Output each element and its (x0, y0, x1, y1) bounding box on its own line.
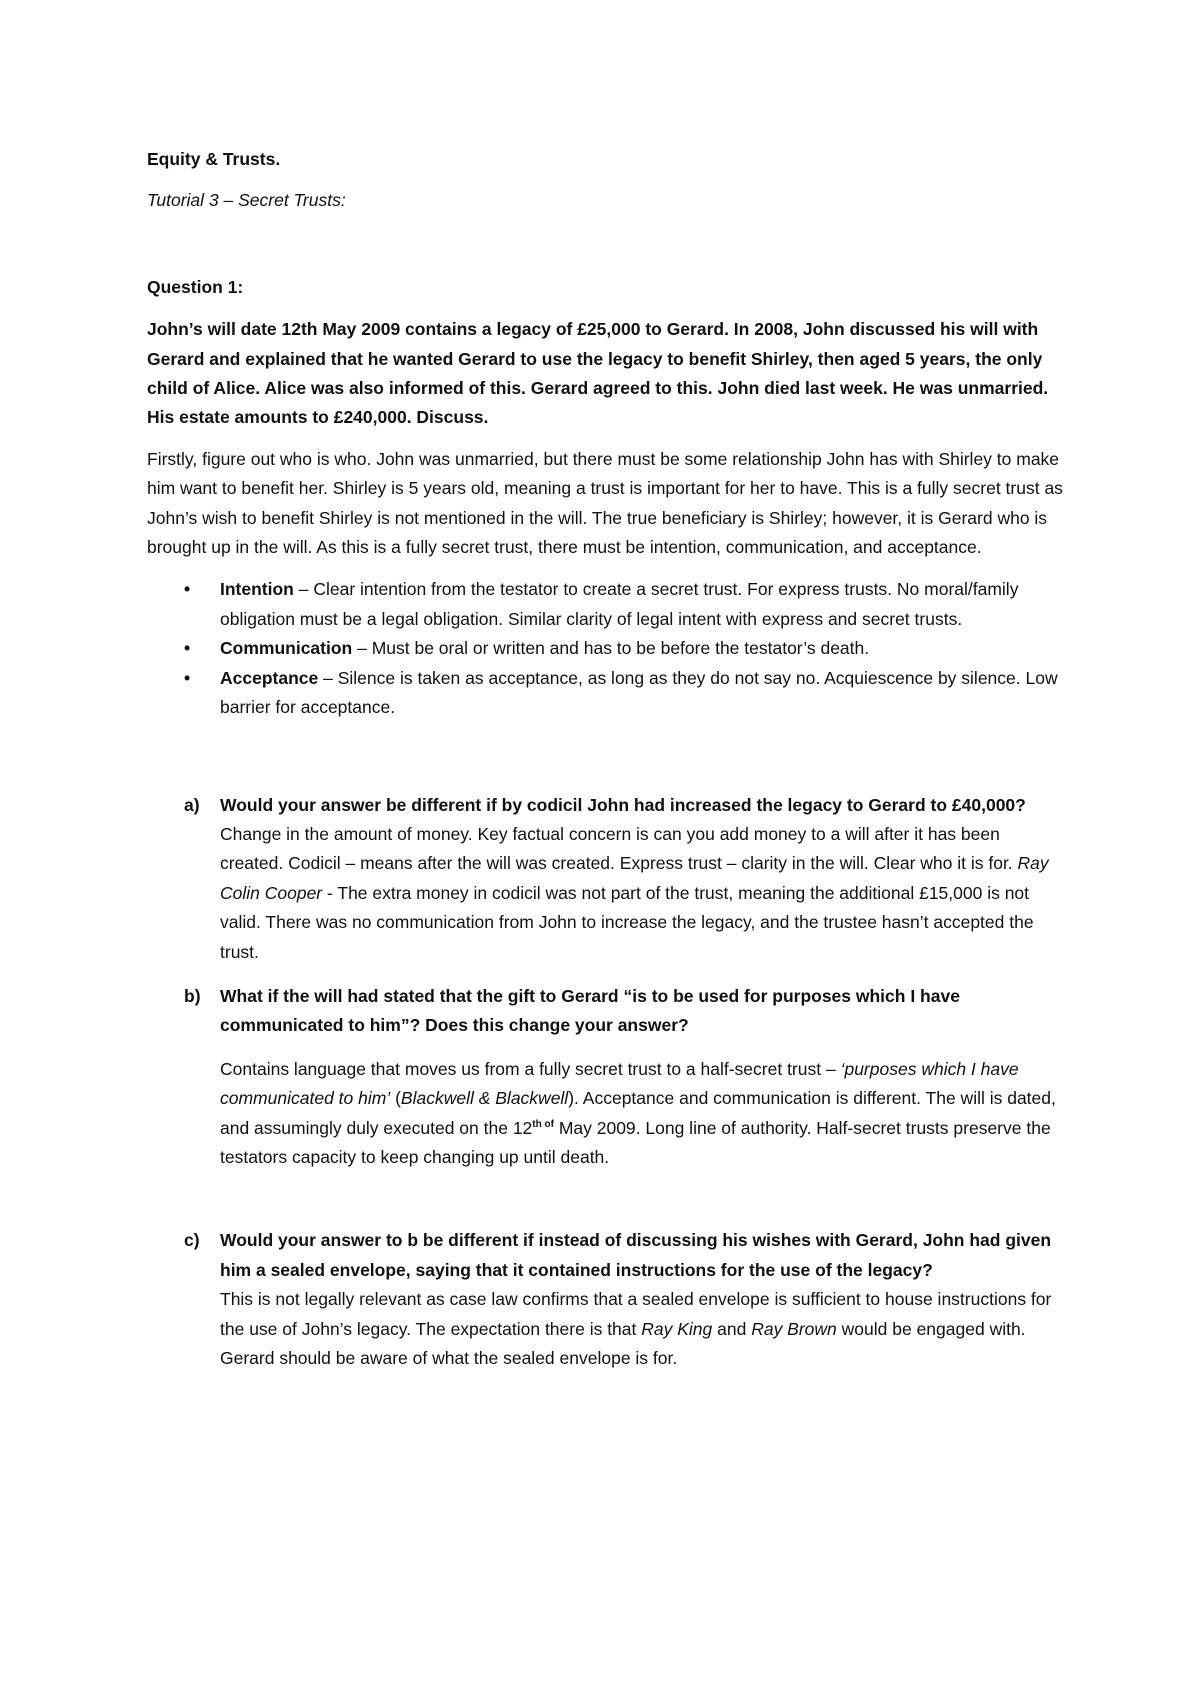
answer-text: would be engaged with. Gerard should be aware of what the sealed envelope is for. (220, 1318, 1026, 1368)
case-name: Ray Colin Cooper (220, 853, 1049, 903)
subquestion-c-answer (220, 1285, 1067, 1373)
answer-text: and (712, 1318, 752, 1339)
bullet-icon: • (184, 667, 191, 688)
subquestion-a-answer (220, 820, 1067, 967)
subquestion-b-answer (220, 1055, 1067, 1173)
question-1-text: John’s will date 12th May 2009 contains a legacy of £25,000 to Gerard. In 2008, John discussed his will with Gerard and explained that he wanted Gerard to use the legacy to benefit Shirley, then aged 5 years, the only child of Alice. Alice was also informed of this. Gerard agreed to this. John died last week. He was unmarried. His estate amounts to £240,000. Discuss. (147, 319, 1049, 428)
bullet-icon: • (184, 579, 191, 600)
bullet-term: Intention (220, 579, 294, 600)
case-name: Ray Brown (751, 1318, 837, 1339)
answer-text: Contains language that moves us from a fully secret trust to a half-secret trust – (220, 1058, 841, 1079)
document-title: Equity & Trusts. (147, 149, 281, 169)
answer-text: ). Acceptance and communication is different. The will is dated, and assumingly duly executed on the 12 (220, 1088, 1056, 1138)
answer-text: Change in the amount of money. Key factual concern is can you add money to a will after it has been created. Codicil – means after the will was created. Express trust – clarity in the will. Clear who it is for. (220, 823, 1018, 874)
bullet-term: Communication (220, 638, 353, 659)
subquestion-marker: c) (184, 1230, 200, 1251)
ordinal-superscript: th of (532, 1118, 554, 1130)
subquestion-b (147, 982, 1067, 1172)
subquestion-marker: b) (184, 985, 201, 1006)
list-item-communication (147, 634, 1067, 663)
bullet-term: Acceptance (220, 667, 319, 688)
case-name: Ray King (641, 1318, 713, 1339)
subquestion-a-question: Would your answer be different if by codicil John had increased the legacy to Gerard to £40,000? (220, 794, 1026, 815)
quoted-text: ‘purposes which I have communicated to him’ (220, 1058, 1019, 1109)
question-1-heading: Question 1: (147, 276, 244, 297)
question-1-answer: Firstly, figure out who is who. John was unmarried, but there must be some relationship John has with Shirley to make him want to benefit her. Shirley is 5 years old, meaning a trust is important for her to have. This is a fully secret trust as John’s wish to benefit Shirley is not mentioned in the will. The true beneficiary is Shirley; however, it is Gerard who is brought up in the will. As this is a fully secret trust, there must be intention, communication, and acceptance. (147, 448, 1063, 558)
bullet-text: – Must be oral or written and has to be before the testator’s death. (352, 638, 870, 659)
subquestion-b-question: What if the will had stated that the gift to Gerard “is to be used for purposes which I have communicated to him”? Does this change your answer? (220, 985, 960, 1036)
bullet-text: – Silence is taken as acceptance, as long as they do not say no. Acquiescence by silence. Low barrier for acceptance. (220, 667, 1058, 718)
answer-text: May 2009. Long line of authority. Half-secret trusts preserve the testators capacity to keep changing up until death. (220, 1117, 1051, 1167)
case-name: Blackwell & Blackwell (400, 1088, 569, 1109)
document-subtitle: Tutorial 3 – Secret Trusts: (147, 190, 346, 211)
answer-text: ( (390, 1088, 401, 1109)
answer-text: This is not legally relevant as case law confirms that a sealed envelope is sufficient to house instructions for the use of John’s legacy. The expectation there is that (220, 1289, 1052, 1339)
list-item-intention (147, 575, 1067, 634)
subquestion-c-question: Would your answer to b be different if instead of discussing his wishes with Gerard, John had given him a sealed envelope, saying that it contained instructions for the use of the legacy? (220, 1230, 1052, 1280)
subquestion-marker: a) (184, 794, 200, 815)
bullet-text: – Clear intention from the testator to create a secret trust. For express trusts. No moral/family obligation must be a legal obligation. Similar clarity of legal intent with express and secret trusts. (220, 579, 1019, 629)
elements-list (147, 575, 1067, 722)
bullet-icon: • (184, 638, 191, 659)
document-page (147, 145, 1067, 1373)
subquestion-c (147, 1226, 1067, 1373)
list-item-acceptance (147, 664, 1067, 723)
answer-text: - The extra money in codicil was not part of the trust, meaning the additional £15,000 is not valid. There was no communication from John to increase the legacy, and the trustee hasn’t accepted the trust. (220, 882, 1034, 962)
subquestion-a (147, 791, 1067, 967)
